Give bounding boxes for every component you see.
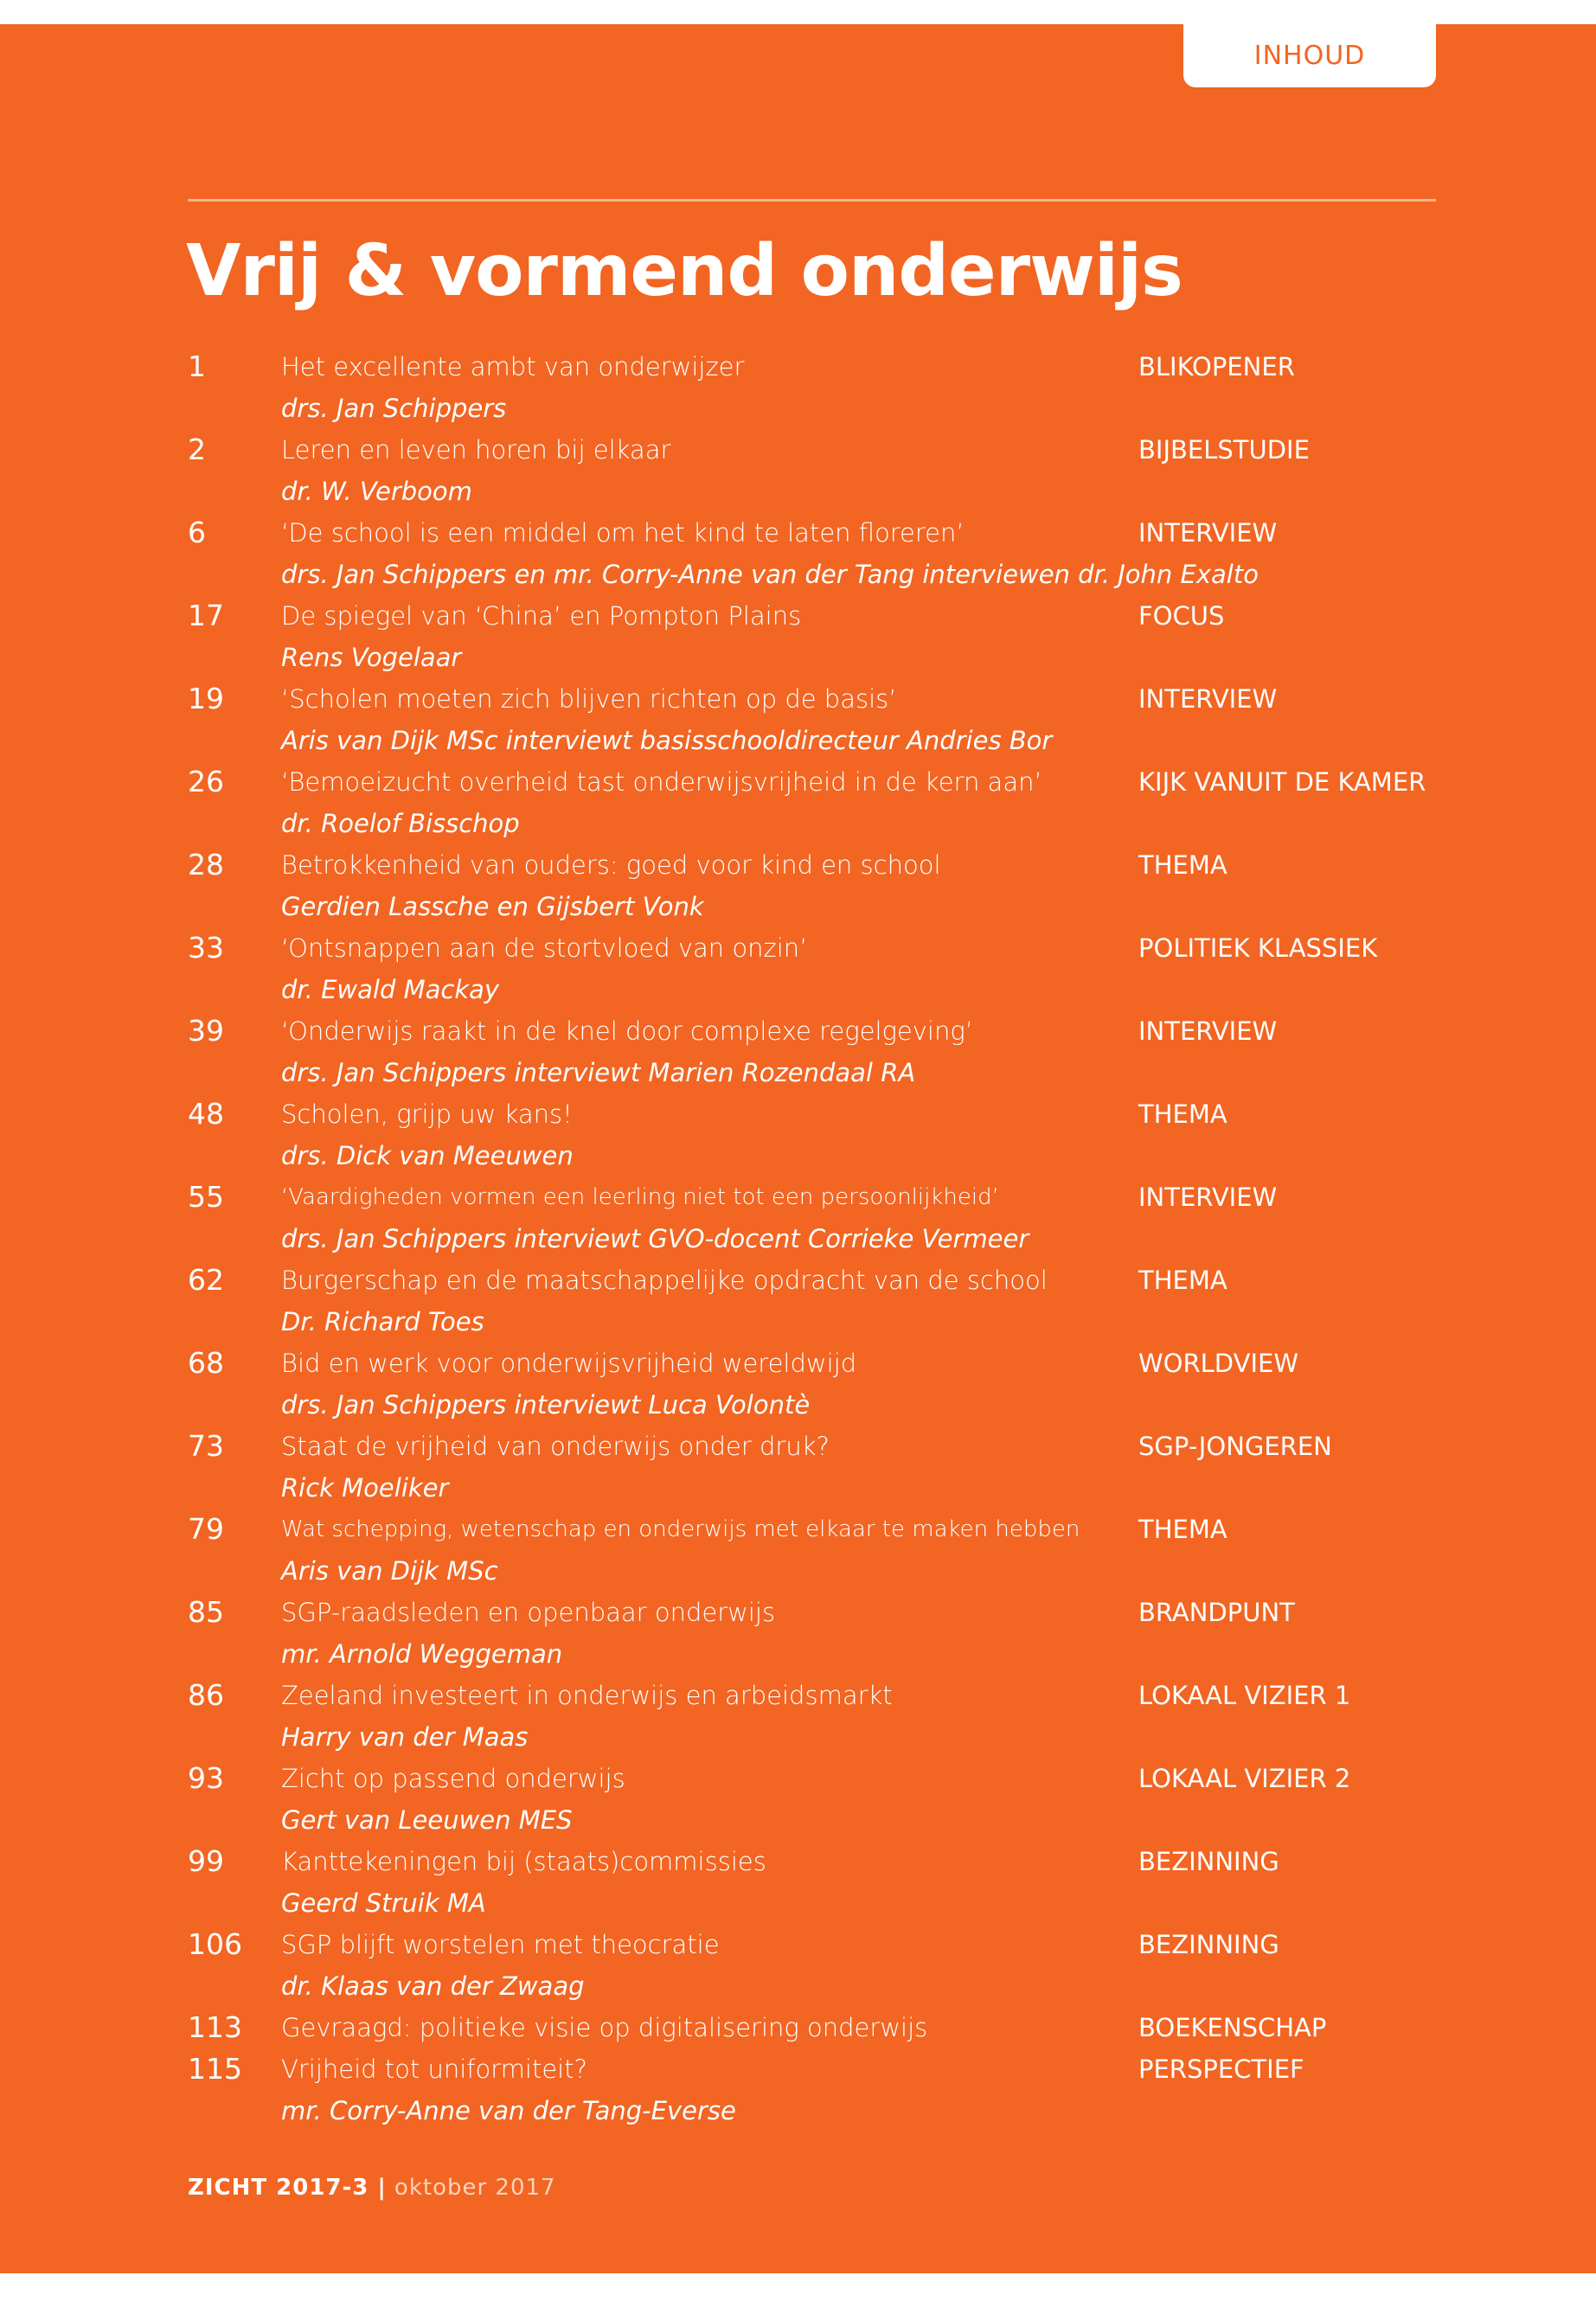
- article-author: dr. W. Verboom: [281, 477, 472, 506]
- toc-entry[interactable]: [188, 927, 1451, 1010]
- article-category: LOKAAL VIZIER 2: [1138, 1764, 1351, 1793]
- article-title: ‘Vaardigheden vormen een leerling niet tot een persoonlijkheid’: [281, 1184, 999, 1210]
- article-category: BRANDPUNT: [1138, 1598, 1295, 1627]
- article-title: Leren en leven horen bij elkaar: [281, 435, 671, 465]
- article-title: Burgerschap en de maatschappelijke opdracht van de school: [281, 1266, 1048, 1295]
- article-title: ‘Bemoeizucht overheid tast onderwijsvrijheid in de kern aan’: [281, 767, 1042, 797]
- article-category: THEMA: [1138, 1266, 1227, 1295]
- toc-entry[interactable]: [188, 678, 1451, 761]
- page-number: 86: [188, 1678, 224, 1712]
- article-category: SGP-JONGEREN: [1138, 1432, 1332, 1461]
- article-category: THEMA: [1138, 1515, 1227, 1544]
- article-category: INTERVIEW: [1138, 1016, 1278, 1046]
- article-author: Aris van Dijk MSc: [281, 1556, 498, 1586]
- article-author: dr. Klaas van der Zwaag: [281, 1971, 585, 2001]
- article-category: BIJBELSTUDIE: [1138, 435, 1310, 465]
- page-number: 28: [188, 848, 224, 881]
- toc-entry[interactable]: [188, 1509, 1451, 1592]
- article-title: ‘Onderwijs raakt in de knel door complexe regelgeving’: [281, 1016, 973, 1046]
- page-number: 2: [188, 433, 206, 466]
- page-number: 55: [188, 1180, 224, 1214]
- article-category: THEMA: [1138, 1099, 1227, 1129]
- toc-entry-line: [188, 927, 1451, 969]
- toc-entry[interactable]: [188, 429, 1451, 512]
- toc-entry[interactable]: [188, 595, 1451, 678]
- article-title: De spiegel van ‘China’ en Pompton Plains: [281, 601, 802, 631]
- toc-entry-line: [188, 678, 1451, 720]
- toc-entry-line: [188, 761, 1451, 803]
- toc-entry[interactable]: [188, 1093, 1451, 1176]
- toc-entry[interactable]: [188, 761, 1451, 844]
- article-category: BEZINNING: [1138, 1847, 1279, 1876]
- toc-entry[interactable]: [188, 1343, 1451, 1426]
- page-number: 48: [188, 1097, 224, 1131]
- toc-entry-line: [188, 429, 1451, 471]
- footer-brand: ZICHT 2017-3: [188, 2175, 369, 2201]
- toc-entry[interactable]: [188, 1758, 1451, 1841]
- article-title: SGP-raadsleden en openbaar onderwijs: [281, 1598, 776, 1627]
- article-title: Het excellente ambt van onderwijzer: [281, 352, 745, 381]
- article-author: drs. Jan Schippers interviewt Marien Rozendaal RA: [281, 1058, 916, 1087]
- article-title: Staat de vrijheid van onderwijs onder druk?: [281, 1432, 830, 1461]
- article-category: BOEKENSCHAP: [1138, 2013, 1327, 2042]
- page-number: 1: [188, 349, 206, 383]
- article-title: Wat schepping, wetenschap en onderwijs met elkaar te maken hebben: [281, 1516, 1080, 1542]
- article-author: dr. Roelof Bisschop: [281, 809, 520, 838]
- article-title: Bid en werk voor onderwijsvrijheid wereldwijd: [281, 1349, 857, 1378]
- toc-entry[interactable]: [188, 844, 1451, 927]
- toc-entry-line: [188, 1592, 1451, 1633]
- toc-entry-line: [188, 1509, 1451, 1550]
- article-title: ‘De school is een middel om het kind te laten floreren’: [281, 518, 965, 548]
- page-number: 85: [188, 1595, 224, 1629]
- table-of-contents: [188, 346, 1451, 2131]
- toc-entry[interactable]: [188, 1675, 1451, 1758]
- article-category: INTERVIEW: [1138, 518, 1278, 548]
- toc-entry-line: [188, 1924, 1451, 1965]
- toc-entry-line: [188, 2007, 1451, 2048]
- footer-date: oktober 2017: [394, 2175, 556, 2201]
- page-title: Vrij & vormend onderwijs: [186, 230, 1183, 312]
- article-title: Zicht op passend onderwijs: [281, 1764, 625, 1793]
- article-author: drs. Dick van Meeuwen: [281, 1141, 574, 1170]
- footer: [188, 2175, 556, 2201]
- article-author: Harry van der Maas: [281, 1722, 529, 1752]
- page-number: 113: [188, 2010, 242, 2044]
- toc-entry-line: [188, 1343, 1451, 1384]
- section-tab-label: INHOUD: [1253, 41, 1366, 71]
- page-number: 39: [188, 1014, 224, 1048]
- article-title: Kanttekeningen bij (staats)commissies: [281, 1847, 766, 1876]
- article-author: mr. Arnold Weggeman: [281, 1639, 563, 1669]
- toc-entry-line: [188, 2048, 1451, 2090]
- article-author: Dr. Richard Toes: [281, 1307, 484, 1336]
- page-number: 106: [188, 1927, 242, 1961]
- footer-separator: |: [377, 2175, 386, 2201]
- toc-entry[interactable]: [188, 1592, 1451, 1675]
- toc-entry-line: [188, 1841, 1451, 1882]
- article-author: drs. Jan Schippers en mr. Corry-Anne van der Tang interviewen dr. John Exalto: [281, 560, 1259, 589]
- toc-entry-line: [188, 1426, 1451, 1467]
- article-author: Geerd Struik MA: [281, 1888, 486, 1918]
- page-number: 68: [188, 1346, 224, 1380]
- article-category: THEMA: [1138, 850, 1227, 880]
- page-number: 93: [188, 1761, 224, 1795]
- toc-entry[interactable]: [188, 346, 1451, 429]
- toc-entry-line: [188, 1259, 1451, 1301]
- article-category: LOKAAL VIZIER 1: [1138, 1681, 1351, 1710]
- article-author: Rick Moeliker: [281, 1473, 449, 1503]
- toc-entry[interactable]: [188, 512, 1451, 595]
- toc-page: [0, 24, 1596, 2273]
- page-number: 62: [188, 1263, 224, 1297]
- toc-entry[interactable]: [188, 1176, 1451, 1259]
- article-author: Gert van Leeuwen MES: [281, 1805, 573, 1835]
- page-number: 33: [188, 931, 224, 965]
- page-number: 99: [188, 1844, 224, 1878]
- article-category: BLIKOPENER: [1138, 352, 1295, 381]
- toc-entry-line: [188, 512, 1451, 554]
- article-author: dr. Ewald Mackay: [281, 975, 500, 1004]
- article-title: Vrijheid tot uniformiteit?: [281, 2054, 588, 2084]
- section-tab: [1183, 24, 1436, 87]
- article-author: Aris van Dijk MSc interviewt basisschooldirecteur Andries Bor: [281, 726, 1053, 755]
- page-number: 115: [188, 2052, 242, 2086]
- article-author: drs. Jan Schippers interviewt GVO-docent Corrieke Vermeer: [281, 1224, 1029, 1253]
- page-number: 19: [188, 682, 224, 715]
- article-author: mr. Corry-Anne van der Tang-Everse: [281, 2096, 736, 2125]
- article-title: Zeeland investeert in onderwijs en arbeidsmarkt: [281, 1681, 893, 1710]
- article-title: ‘Ontsnappen aan de stortvloed van onzin’: [281, 933, 808, 963]
- toc-entry[interactable]: [188, 2048, 1451, 2131]
- article-title: Gevraagd: politieke visie op digitalisering onderwijs: [281, 2013, 928, 2042]
- toc-entry-line: [188, 1758, 1451, 1799]
- article-author: Gerdien Lassche en Gijsbert Vonk: [281, 892, 704, 921]
- article-title: ‘Scholen moeten zich blijven richten op de basis’: [281, 684, 897, 714]
- toc-entry[interactable]: [188, 1924, 1451, 2007]
- article-category: INTERVIEW: [1138, 684, 1278, 714]
- article-category: FOCUS: [1138, 601, 1225, 631]
- toc-entry-line: [188, 595, 1451, 637]
- toc-entry-line: [188, 1675, 1451, 1716]
- toc-entry[interactable]: [188, 1259, 1451, 1343]
- article-category: BEZINNING: [1138, 1930, 1279, 1959]
- title-divider: [188, 199, 1436, 202]
- article-title: SGP blijft worstelen met theocratie: [281, 1930, 720, 1959]
- toc-entry[interactable]: [188, 1010, 1451, 1093]
- article-author: Rens Vogelaar: [281, 643, 462, 672]
- article-category: PERSPECTIEF: [1138, 2054, 1304, 2084]
- article-category: WORLDVIEW: [1138, 1349, 1299, 1378]
- toc-entry[interactable]: [188, 2007, 1451, 2048]
- article-author: drs. Jan Schippers interviewt Luca Volontè: [281, 1390, 811, 1420]
- page-number: 26: [188, 765, 224, 798]
- page-number: 17: [188, 599, 224, 632]
- page-number: 73: [188, 1429, 224, 1463]
- toc-entry-line: [188, 844, 1451, 886]
- page-number: 6: [188, 516, 206, 549]
- article-title: Betrokkenheid van ouders: goed voor kind en school: [281, 850, 941, 880]
- toc-entry-line: [188, 1176, 1451, 1218]
- article-category: INTERVIEW: [1138, 1183, 1278, 1212]
- article-category: KIJK VANUIT DE KAMER: [1138, 767, 1426, 797]
- toc-entry[interactable]: [188, 1426, 1451, 1509]
- article-author: drs. Jan Schippers: [281, 394, 507, 423]
- page-number: 79: [188, 1512, 224, 1546]
- article-title: Scholen, grijp uw kans!: [281, 1099, 573, 1129]
- toc-entry-line: [188, 346, 1451, 388]
- article-category: POLITIEK KLASSIEK: [1138, 933, 1378, 963]
- toc-entry-line: [188, 1093, 1451, 1135]
- toc-entry[interactable]: [188, 1841, 1451, 1924]
- toc-entry-line: [188, 1010, 1451, 1052]
